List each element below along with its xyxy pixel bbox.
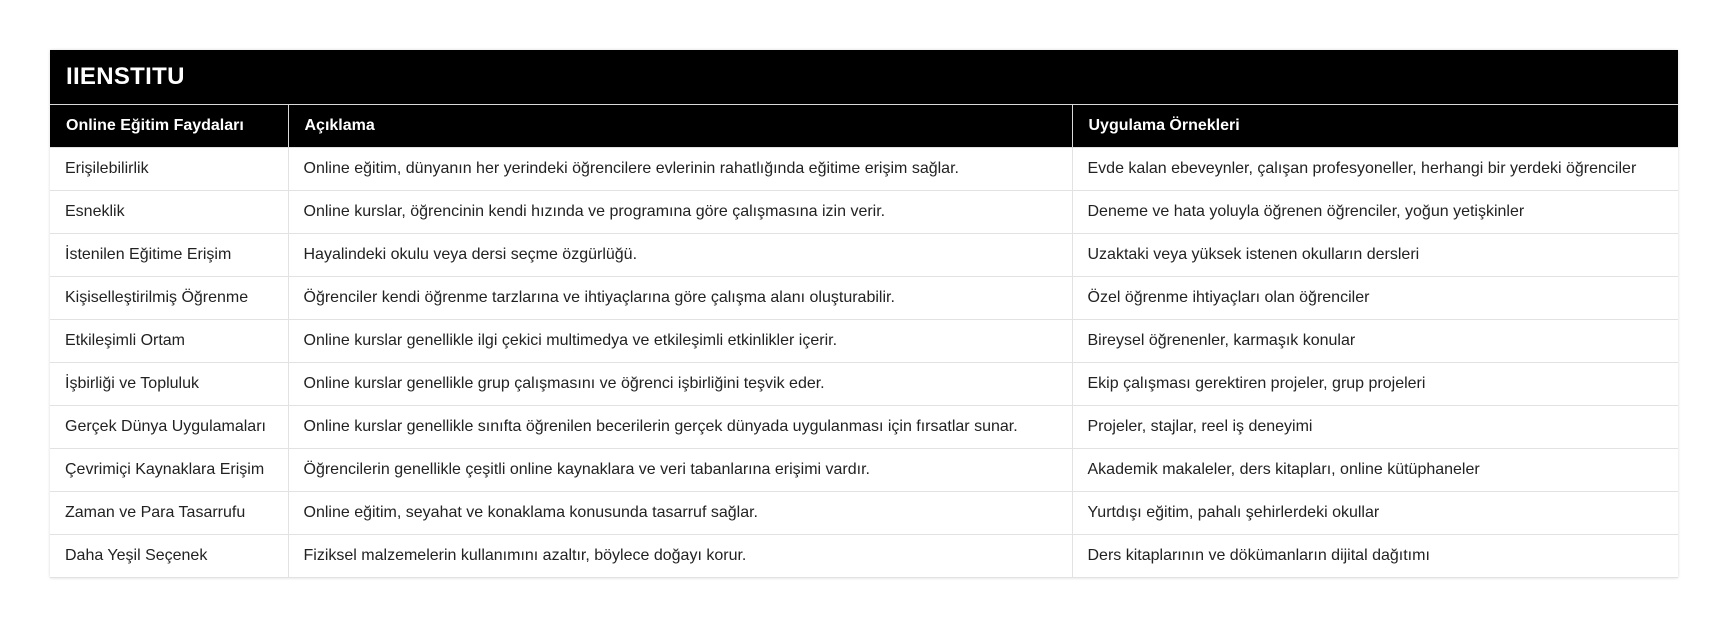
- cell-description: Online kurslar genellikle grup çalışmasını ve öğrenci işbirliğini teşvik eder.: [288, 363, 1072, 406]
- column-header-examples: Uygulama Örnekleri: [1072, 105, 1678, 148]
- cell-benefit: Kişiselleştirilmiş Öğrenme: [50, 277, 288, 320]
- table-title: IIENSTITU: [50, 50, 1678, 104]
- table-row: [50, 449, 1678, 492]
- cell-description: Online kurslar, öğrencinin kendi hızında ve programına göre çalışmasına izin verir.: [288, 191, 1072, 234]
- header-row: [50, 105, 1678, 148]
- table-row: [50, 191, 1678, 234]
- table-row: [50, 406, 1678, 449]
- cell-examples: Akademik makaleler, ders kitapları, online kütüphaneler: [1072, 449, 1678, 492]
- table-row: [50, 234, 1678, 277]
- cell-benefit: Etkileşimli Ortam: [50, 320, 288, 363]
- benefits-table-container: [50, 50, 1678, 578]
- cell-examples: Projeler, stajlar, reel iş deneyimi: [1072, 406, 1678, 449]
- cell-benefit: Erişilebilirlik: [50, 148, 288, 191]
- table-row: [50, 277, 1678, 320]
- cell-benefit: Gerçek Dünya Uygulamaları: [50, 406, 288, 449]
- benefits-table: [50, 104, 1678, 578]
- cell-benefit: İstenilen Eğitime Erişim: [50, 234, 288, 277]
- table-row: [50, 363, 1678, 406]
- cell-description: Online kurslar genellikle sınıfta öğrenilen becerilerin gerçek dünyada uygulanması için fırsatlar sunar.: [288, 406, 1072, 449]
- cell-benefit: Çevrimiçi Kaynaklara Erişim: [50, 449, 288, 492]
- cell-benefit: Zaman ve Para Tasarrufu: [50, 492, 288, 535]
- cell-description: Hayalindeki okulu veya dersi seçme özgürlüğü.: [288, 234, 1072, 277]
- cell-description: Öğrencilerin genellikle çeşitli online kaynaklara ve veri tabanlarına erişimi vardır.: [288, 449, 1072, 492]
- table-row: [50, 320, 1678, 363]
- cell-examples: Evde kalan ebeveynler, çalışan profesyoneller, herhangi bir yerdeki öğrenciler: [1072, 148, 1678, 191]
- table-row: [50, 148, 1678, 191]
- cell-benefit: İşbirliği ve Topluluk: [50, 363, 288, 406]
- cell-examples: Uzaktaki veya yüksek istenen okulların dersleri: [1072, 234, 1678, 277]
- cell-benefit: Esneklik: [50, 191, 288, 234]
- cell-description: Online eğitim, dünyanın her yerindeki öğrencilere evlerinin rahatlığında eğitime erişim sağlar.: [288, 148, 1072, 191]
- column-header-description: Açıklama: [288, 105, 1072, 148]
- cell-examples: Ders kitaplarının ve dökümanların dijital dağıtımı: [1072, 535, 1678, 578]
- cell-description: Fiziksel malzemelerin kullanımını azaltır, böylece doğayı korur.: [288, 535, 1072, 578]
- cell-description: Online kurslar genellikle ilgi çekici multimedya ve etkileşimli etkinlikler içerir.: [288, 320, 1072, 363]
- cell-examples: Özel öğrenme ihtiyaçları olan öğrenciler: [1072, 277, 1678, 320]
- cell-description: Öğrenciler kendi öğrenme tarzlarına ve ihtiyaçlarına göre çalışma alanı oluşturabilir.: [288, 277, 1072, 320]
- cell-examples: Ekip çalışması gerektiren projeler, grup projeleri: [1072, 363, 1678, 406]
- column-header-benefit: Online Eğitim Faydaları: [50, 105, 288, 148]
- table-row: [50, 535, 1678, 578]
- cell-examples: Bireysel öğrenenler, karmaşık konular: [1072, 320, 1678, 363]
- cell-examples: Yurtdışı eğitim, pahalı şehirlerdeki okullar: [1072, 492, 1678, 535]
- cell-description: Online eğitim, seyahat ve konaklama konusunda tasarruf sağlar.: [288, 492, 1072, 535]
- cell-examples: Deneme ve hata yoluyla öğrenen öğrenciler, yoğun yetişkinler: [1072, 191, 1678, 234]
- cell-benefit: Daha Yeşil Seçenek: [50, 535, 288, 578]
- table-row: [50, 492, 1678, 535]
